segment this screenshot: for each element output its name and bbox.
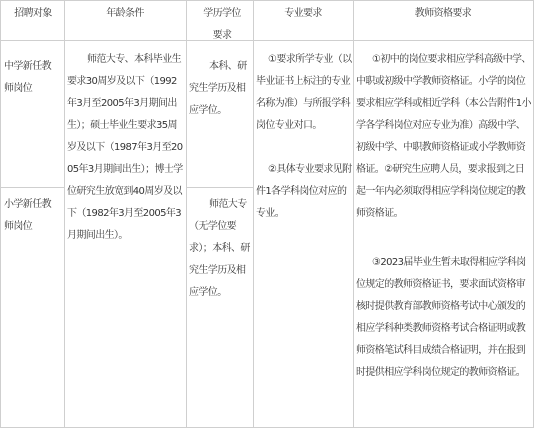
age-conditions: 师范大专、本科毕业生要求30周岁及以下（1992年3月至2005年3月期间出生）；硕士毕业生要求35周岁及以下（1987年3月至2005年3月期间出生）；博士学位研究生放宽到40周岁及以下（1982年3月至2005年3月期间出生）。 [67,54,183,241]
major-requirement-2: ②具体专业要求见附件1各学科岗位对应的专业。 [256,164,352,219]
header-target: 招聘对象 [14,8,52,19]
col-divider-1 [64,0,65,428]
education-middle-school: 本科、研究生学历及相应学位。 [189,61,247,116]
row-divider-target [0,187,64,188]
row-divider-edu [186,187,253,188]
qualification-requirement-1: ①初中的岗位要求相应学科高级中学、中职或初级中学教师资格证。小学的岗位要求相应学科或相近学科（本公告附件1小学各学科岗位对应专业为准）高级中学、初级中学、中职教师资格证或小学教师资格证。②研究生应聘人员，要求报到之日起一年内必须取得相应学科岗位规定的教师资格证。 [356,54,531,219]
target-middle-school: 中学新任教师岗位 [4,61,51,94]
col-divider-2 [186,0,187,428]
header-education: 学历学位要求 [203,8,241,41]
header-major: 专业要求 [284,8,322,19]
col-divider-4 [353,0,354,428]
table-border-top [0,0,534,1]
header-qualification: 教师资格要求 [414,8,472,19]
col-border-left [0,0,1,428]
header-age: 年龄条件 [106,8,144,19]
qualification-requirement-2: ③2023届毕业生暂未取得相应学科岗位规定的教师资格证书，要求面试资格审核时提供教育部教师资格考试中心颁发的相应学科种类教师资格考试合格证明或教师资格笔试科目成绩合格证明，并在报到时提供相应学科岗位规定的教师资格证。 [356,257,526,378]
col-divider-3 [253,0,254,428]
target-primary-school: 小学新任教师岗位 [4,199,51,232]
header-divider [0,40,534,41]
major-requirement-1: ①要求所学专业（以毕业证书上标注的专业名称为准）与所报学科岗位专业对口。 [256,54,352,131]
education-primary-school: 师范大专（无学位要求）；本科、研究生学历及相应学位。 [189,199,250,298]
